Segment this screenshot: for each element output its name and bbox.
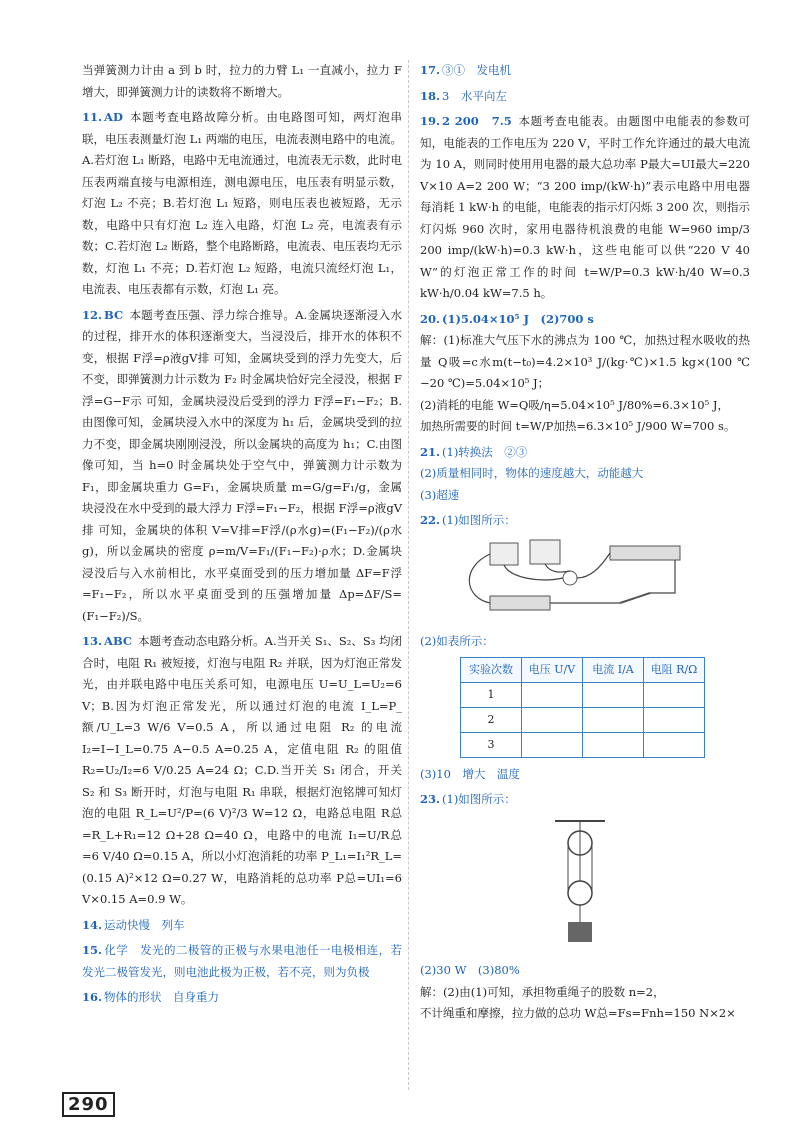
q12-number: 12. [82, 307, 103, 322]
q13-number: 13. [82, 634, 103, 648]
movable-pulley-icon [568, 881, 592, 905]
q11-number: 11. [82, 110, 103, 124]
pulley-diagram [550, 817, 750, 955]
question-20 [420, 309, 750, 438]
q23-number: 23. [420, 792, 441, 806]
battery-icon [490, 596, 550, 610]
q18-number: 18. [420, 88, 441, 103]
q20-answer: (1)5.04×10⁵ J (2)700 s [442, 311, 594, 326]
table-row [461, 732, 705, 757]
table-header: 电压 U/V [522, 657, 583, 682]
q20-solution-2: (2)消耗的电能 W=Q吸/η=5.04×10⁵ J/80%=6.3×10⁵ J， [420, 397, 729, 412]
q19-answer: 2 200 7.5 [442, 114, 512, 128]
weight-block-icon [568, 922, 592, 942]
q14-answer: 运动快慢 列车 [104, 917, 185, 932]
q23-line-1: (1)如图所示： [442, 792, 516, 806]
question-19 [420, 111, 750, 305]
q23-line-3: 解：(2)由(1)可知，承担物重绳子的股数 n=2， [420, 984, 665, 999]
q19-explanation: 本题考查电能表。由题图中电能表的参数可知，电能表的工作电压为 220 V，平时工作允许通过的最大电流为 10 A，则同时使用用电器的最大总功率 P最大=UI最大=220 V×10 A=2 200 W；“3 200 imp/(kW·h)”表示电路中用电器每消耗 1 kW·h 的电能，电能表的指示灯闪烁 3 200 次，则指示灯闪烁 960 次时，家用电器待机浪费的电能 W=960 imp/3 200 imp/(kW·h)=0.3 kW·h，这些电能可以供“220 V 40 W”的灯泡正常工作的时间 t=W/P=0.3 kW·h/40 W=0.3 kW·h/0.04 kW=7.5 h。 [420, 114, 750, 300]
q16-number: 16. [82, 990, 103, 1004]
intro-text: 当弹簧测力计由 a 到 b 时，拉力的力臂 L₁ 一直减小，拉力 F 增大，即弹簧测力计的读数将不断增大。 [82, 63, 402, 99]
question-13 [82, 631, 402, 911]
left-column [82, 60, 402, 1013]
q22-line-2: (2)如表所示： [420, 634, 494, 648]
table-row [461, 707, 705, 732]
switch-icon [620, 593, 650, 603]
q12-explanation: 本题考查压强、浮力综合推导。A.金属块逐渐浸入水的过程，排开水的体积逐渐变大，当浸没后，排开水的体积不变，根据 F浮=ρ液gV排 可知，金属块受到的浮力先变大，后不变，即弹簧测力计示数为 F₂ 时金属块恰好完全浸没，根据 F浮=G−F示 可知，金属块浸没后受到的浮力 F浮=F₁−F₂；B.由图像可知，金属块浸入水中的深度为 h₁ 后，金属块受到的拉力不变，即金属块刚刚浸没，所以金属块的高度为 h₁；C.由图像可知，当 h=0 时金属块处于空气中，弹簧测力计示数为 F₁，即金属块重力 G=F₁，金属块质量 m=G/g=F₁/g，金属块浸没在水中受到的最大浮力 F浮=F₁−F₂，根据 F浮=ρ液gV排 可知，金属块的体积 V=V排=F浮/(ρ水g)=(F₁−F₂)/(ρ水g)，所以金属块的密度 ρ=m/V=F₁/(F₁−F₂)·ρ水；D.金属块浸没后与入水前相比，水平桌面受到的压力增加量 ΔF=F浮=F₁−F₂，所以水平桌面受到的压强增加量 Δp=ΔF/S=(F₁−F₂)/S。 [82, 307, 402, 623]
q15-answer: 化学 发光的二极管的正极与水果电池任一电极相连，若发光二极管发光，则电池此极为正极，若不亮，则为负极 [82, 943, 402, 979]
q20-solution-3: 加热所需要的时间 t=W/P加热=6.3×10⁵ J/900 W=700 s。 [420, 419, 736, 433]
question-16 [82, 987, 402, 1009]
page-number: 290 [62, 1092, 115, 1117]
q14-number: 14. [82, 917, 103, 932]
q20-solution-1: 解：(1)标准大气压下水的沸点为 100 ℃，加热过程水吸收的热量 Q吸=c水m(t−t₀)=4.2×10³ J/(kg·℃)×1.5 kg×(100 ℃−20 ℃)=5.04×10⁵ J； [420, 333, 750, 390]
table-cell: 2 [461, 707, 522, 732]
question-18 [420, 86, 750, 108]
question-22 [420, 510, 750, 785]
table-header: 电流 I/A [583, 657, 644, 682]
q20-number: 20. [420, 311, 441, 326]
circuit-diagram [460, 538, 750, 626]
q16-answer: 物体的形状 自身重力 [104, 990, 220, 1004]
table-row [461, 682, 705, 707]
table-cell: 1 [461, 682, 522, 707]
q17-answer: ③① 发电机 [442, 63, 512, 77]
voltmeter-icon [490, 543, 518, 565]
q11-explanation: 本题考查电路故障分析。由电路图可知，两灯泡串联，电压表测量灯泡 L₁ 两端的电压，电流表测电路中的电流。A.若灯泡 L₁ 断路，电路中无电流通过，电流表无示数，此时电压表两端直接与电源相连，测电源电压，电压表有明显示数，灯泡 L₂ 不亮；B.若灯泡 L₁ 短路，则电压表也被短路，无示数，电路中只有灯泡 L₂ 连入电路，灯泡 L₂ 亮，电流表有示数；C.若灯泡 L₂ 断路，整个电路断路，电流表、电压表均无示数，灯泡 L₁ 不亮；D.若灯泡 L₂ 短路，电流只流经灯泡 L₁，电流表、电压表都有示数，灯泡 L₁ 亮。 [82, 110, 402, 296]
question-21 [420, 442, 750, 507]
q19-number: 19. [420, 114, 441, 128]
q23-line-4: 不计绳重和摩擦，拉力做的总功 W总=Fs=Fnh=150 N×2× [420, 1006, 736, 1020]
q12-answer: BC [104, 307, 124, 322]
right-column [420, 60, 750, 1029]
question-11 [82, 107, 402, 301]
table-header: 实验次数 [461, 657, 522, 682]
q21-line-1: (1)转换法 ②③ [442, 444, 528, 459]
ammeter-icon [530, 540, 560, 564]
q22-number: 22. [420, 513, 441, 527]
q11-answer: AD [104, 110, 123, 124]
bulb-icon [563, 571, 577, 585]
column-divider [408, 60, 409, 1090]
question-12 [82, 305, 402, 628]
q13-answer: ABC [104, 634, 133, 648]
q13-explanation: 本题考查动态电路分析。A.当开关 S₁、S₂、S₃ 均闭合时，电阻 R₁ 被短接，灯泡与电阻 R₂ 并联，因为灯泡正常发光，由并联电路中电压关系可知，电源电压 U=U_L=U₂=6 V；B.因为灯泡正常发光，所以通过灯泡的电流 I_L=P_额/U_L=3 W/6 V=0.5 A，所以通过电阻 R₂ 的电流 I₂=I−I_L=0.75 A−0.5 A=0.25 A，定值电阻 R₂ 的阻值 R₂=U₂/I₂=6 V/0.25 A=24 Ω；C.D.当开关 S₁ 闭合，开关 S₂ 和 S₃ 断开时，灯泡与电阻 R₁ 串联，根据灯泡铭牌可知灯泡的电阻 R_L=U²/P=(6 V)²/3 W=12 Ω，电路总电阻 R总=R_L+R₁=12 Ω+28 Ω=40 Ω，电路中的电流 I₁=U/R总=6 V/40 Ω=0.15 A，所以小灯泡消耗的功率 P_L₁=I₁²R_L=(0.15 A)²×12 Ω=0.27 W，电路消耗的总功率 P总=UI₁=6 V×0.15 A=0.9 W。 [82, 634, 402, 906]
q21-number: 21. [420, 444, 441, 459]
q23-line-2: (2)30 W (3)80% [420, 963, 520, 977]
question-15 [82, 940, 402, 983]
q21-line-3: (3)超速 [420, 487, 460, 502]
question-14 [82, 915, 402, 937]
q15-number: 15. [82, 943, 103, 957]
q18-answer: 3 水平向左 [442, 88, 507, 103]
table-header: 电阻 R/Ω [644, 657, 705, 682]
data-table [460, 657, 705, 758]
q22-line-3: (3)10 增大 温度 [420, 766, 520, 781]
q21-line-2: (2)质量相同时，物体的速度越大，动能越大 [420, 466, 644, 480]
q22-line-1: (1)如图所示： [442, 513, 516, 527]
question-17 [420, 60, 750, 82]
q17-number: 17. [420, 63, 441, 77]
question-23 [420, 789, 750, 1025]
table-cell: 3 [461, 732, 522, 757]
rheostat-icon [610, 546, 680, 560]
